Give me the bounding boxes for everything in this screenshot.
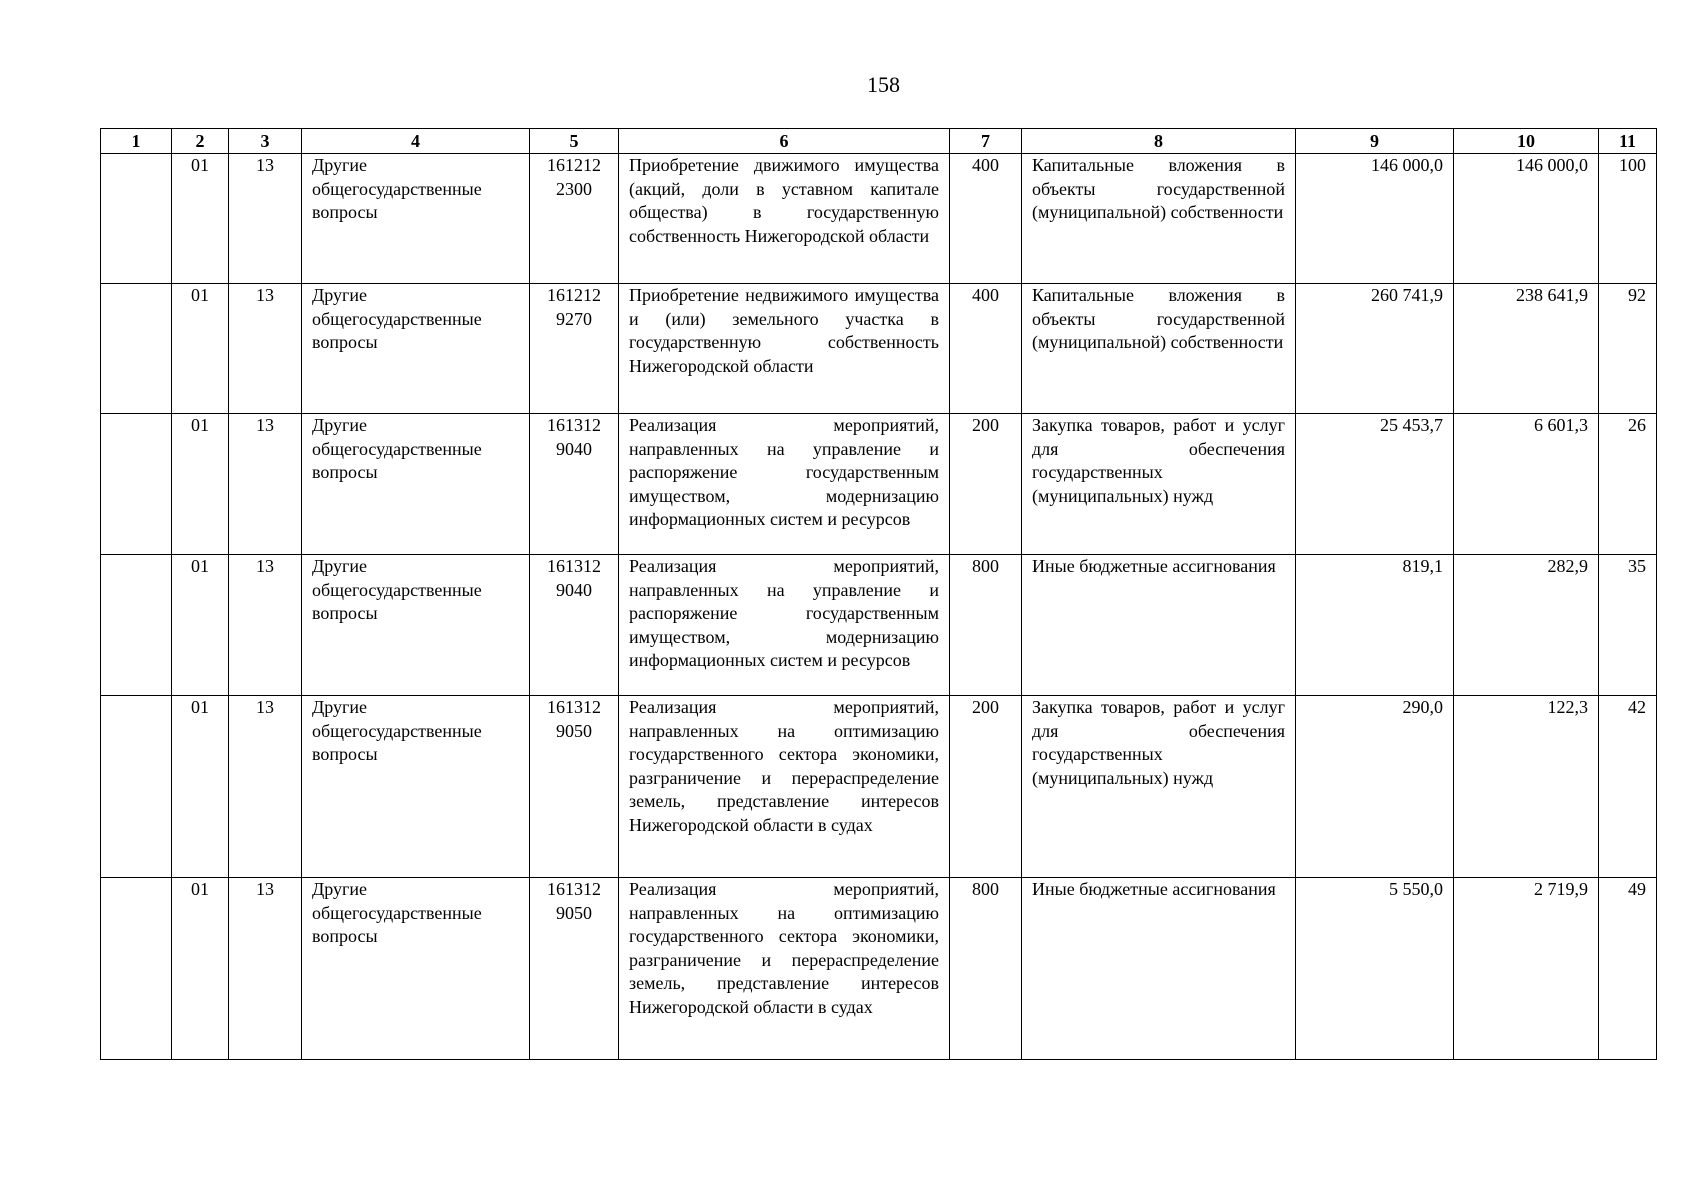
cell-expense-code: 400 (950, 284, 1022, 414)
column-header: 7 (950, 129, 1022, 154)
cell-expense-code: 800 (950, 555, 1022, 696)
cell-target-code: 161312 9040 (530, 555, 619, 696)
column-header: 4 (302, 129, 530, 154)
cell-plan-amount: 260 741,9 (1296, 284, 1454, 414)
cell-section: 01 (172, 414, 229, 555)
cell-actual-amount: 238 641,9 (1454, 284, 1599, 414)
cell-section-name: Другие общегосударственные вопросы (302, 878, 530, 1060)
cell-expense-code: 200 (950, 414, 1022, 555)
cell-expense-code: 400 (950, 154, 1022, 284)
cell-subsection: 13 (229, 696, 302, 878)
cell-expense-code: 200 (950, 696, 1022, 878)
cell-section: 01 (172, 154, 229, 284)
table-row (101, 284, 1657, 414)
cell-target-code: 161212 9270 (530, 284, 619, 414)
table-row (101, 414, 1657, 555)
cell-target-code: 161312 9050 (530, 696, 619, 878)
cell-actual-amount: 2 719,9 (1454, 878, 1599, 1060)
cell-percent: 35 (1599, 555, 1657, 696)
cell-expense-name: Капитальные вложения в объекты государственной (муниципальной) собственности (1022, 284, 1296, 414)
cell-section-name: Другие общегосударственные вопросы (302, 696, 530, 878)
table-row (101, 696, 1657, 878)
column-header: 9 (1296, 129, 1454, 154)
cell-target-name: Приобретение недвижимого имущества и (или) земельного участка в государственную собственность Нижегородской области (619, 284, 950, 414)
cell-expense-name: Иные бюджетные ассигнования (1022, 878, 1296, 1060)
cell-target-code: 161212 2300 (530, 154, 619, 284)
column-header: 2 (172, 129, 229, 154)
cell-col1 (101, 555, 172, 696)
cell-target-name: Реализация мероприятий, направленных на управление и распоряжение государственным имуществом, модернизацию информационных систем и ресурсов (619, 414, 950, 555)
cell-subsection: 13 (229, 878, 302, 1060)
cell-target-name: Реализация мероприятий, направленных на оптимизацию государственного сектора экономики, разграничение и перераспределение земель, представление интересов Нижегородской области в судах (619, 878, 950, 1060)
cell-percent: 26 (1599, 414, 1657, 555)
cell-col1 (101, 414, 172, 555)
cell-expense-name: Иные бюджетные ассигнования (1022, 555, 1296, 696)
cell-expense-code: 800 (950, 878, 1022, 1060)
cell-target-name: Реализация мероприятий, направленных на управление и распоряжение государственным имуществом, модернизацию информационных систем и ресурсов (619, 555, 950, 696)
column-header: 5 (530, 129, 619, 154)
cell-plan-amount: 146 000,0 (1296, 154, 1454, 284)
cell-actual-amount: 146 000,0 (1454, 154, 1599, 284)
cell-target-name: Реализация мероприятий, направленных на оптимизацию государственного сектора экономики, разграничение и перераспределение земель, представление интересов Нижегородской области в судах (619, 696, 950, 878)
cell-expense-name: Закупка товаров, работ и услуг для обеспечения государственных (муниципальных) нужд (1022, 696, 1296, 878)
table-header-row (101, 129, 1657, 154)
cell-subsection: 13 (229, 284, 302, 414)
cell-subsection: 13 (229, 555, 302, 696)
cell-actual-amount: 282,9 (1454, 555, 1599, 696)
cell-target-code: 161312 9040 (530, 414, 619, 555)
cell-actual-amount: 6 601,3 (1454, 414, 1599, 555)
page-number: 158 (867, 72, 900, 97)
table-row (101, 555, 1657, 696)
cell-section: 01 (172, 284, 229, 414)
column-header: 6 (619, 129, 950, 154)
cell-plan-amount: 290,0 (1296, 696, 1454, 878)
cell-section-name: Другие общегосударственные вопросы (302, 154, 530, 284)
cell-section: 01 (172, 878, 229, 1060)
cell-col1 (101, 154, 172, 284)
cell-col1 (101, 696, 172, 878)
column-header: 1 (101, 129, 172, 154)
cell-col1 (101, 878, 172, 1060)
cell-actual-amount: 122,3 (1454, 696, 1599, 878)
cell-percent: 100 (1599, 154, 1657, 284)
cell-col1 (101, 284, 172, 414)
cell-percent: 49 (1599, 878, 1657, 1060)
budget-table (100, 128, 1657, 1060)
cell-expense-name: Капитальные вложения в объекты государственной (муниципальной) собственности (1022, 154, 1296, 284)
table-row (101, 878, 1657, 1060)
cell-expense-name: Закупка товаров, работ и услуг для обеспечения государственных (муниципальных) нужд (1022, 414, 1296, 555)
column-header: 8 (1022, 129, 1296, 154)
cell-plan-amount: 819,1 (1296, 555, 1454, 696)
cell-plan-amount: 25 453,7 (1296, 414, 1454, 555)
column-header: 10 (1454, 129, 1599, 154)
cell-section-name: Другие общегосударственные вопросы (302, 555, 530, 696)
cell-target-code: 161312 9050 (530, 878, 619, 1060)
cell-percent: 42 (1599, 696, 1657, 878)
cell-percent: 92 (1599, 284, 1657, 414)
cell-section: 01 (172, 555, 229, 696)
cell-plan-amount: 5 550,0 (1296, 878, 1454, 1060)
table-row (101, 154, 1657, 284)
cell-target-name: Приобретение движимого имущества (акций, доли в уставном капитале общества) в государственную собственность Нижегородской области (619, 154, 950, 284)
cell-section-name: Другие общегосударственные вопросы (302, 414, 530, 555)
cell-section-name: Другие общегосударственные вопросы (302, 284, 530, 414)
column-header: 3 (229, 129, 302, 154)
cell-subsection: 13 (229, 154, 302, 284)
column-header: 11 (1599, 129, 1657, 154)
cell-subsection: 13 (229, 414, 302, 555)
cell-section: 01 (172, 696, 229, 878)
